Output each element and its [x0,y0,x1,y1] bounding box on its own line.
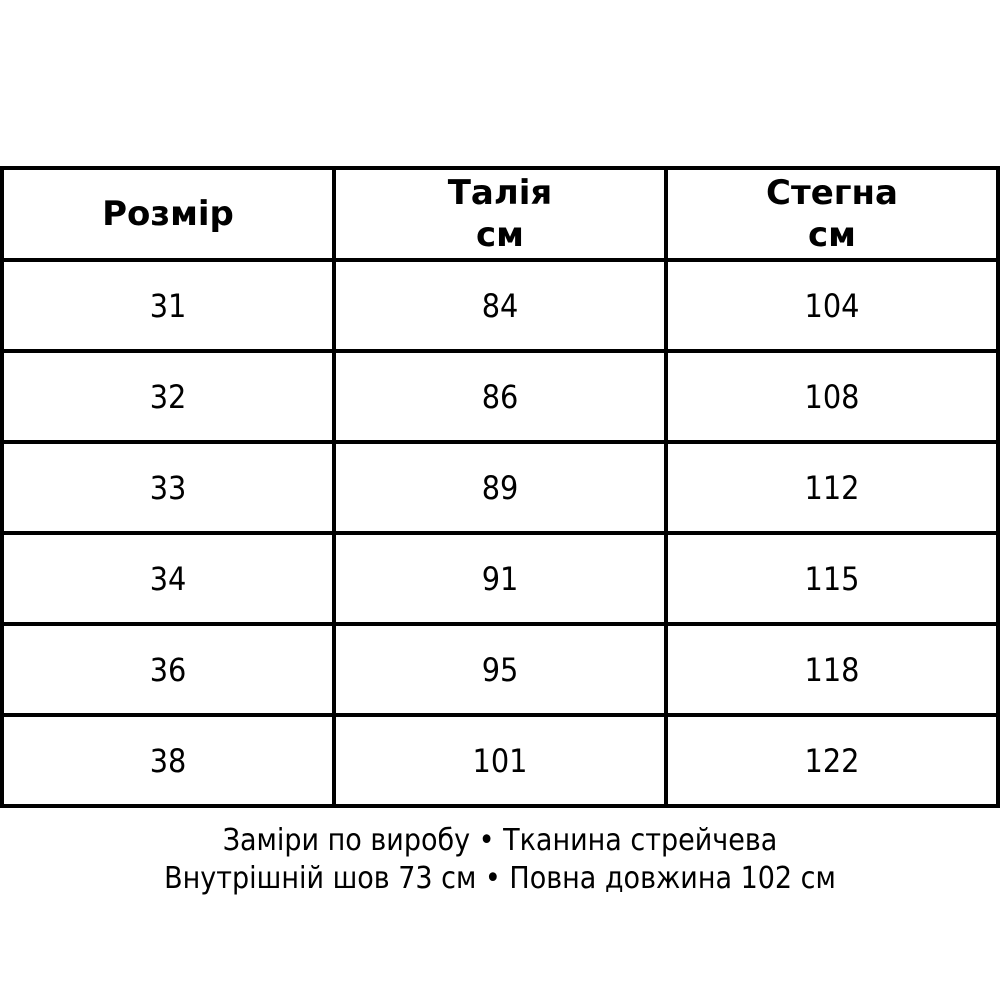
table-row [2,624,998,715]
cell-waist: 86 [334,351,666,442]
cell-size: 32 [2,351,334,442]
cell-hips: 122 [666,715,998,806]
table-row [2,351,998,442]
header-hips-label: Стегна [766,172,898,213]
header-cell-hips [666,168,998,260]
header-waist-label: Талія [447,172,553,213]
table-row [2,715,998,806]
cell-hips: 112 [666,442,998,533]
cell-hips: 115 [666,533,998,624]
cell-waist: 89 [334,442,666,533]
header-cell-waist [334,168,666,260]
cell-hips: 108 [666,351,998,442]
size-table [0,166,1000,808]
cell-waist: 84 [334,260,666,351]
table-row [2,533,998,624]
cell-waist: 101 [334,715,666,806]
footer-line-1: Заміри по виробу • Тканина стрейчева [222,823,778,858]
cell-size: 34 [2,533,334,624]
header-hips-unit: см [808,215,856,255]
table-row [2,260,998,351]
footer-line-2: Внутрішній шов 73 см • Повна довжина 102 см [164,861,836,896]
cell-size: 31 [2,260,334,351]
header-size-label: Розмір [102,193,234,234]
cell-hips: 104 [666,260,998,351]
footer-notes [0,822,1000,898]
header-waist-unit: см [476,215,524,255]
cell-size: 33 [2,442,334,533]
cell-size: 36 [2,624,334,715]
cell-size: 38 [2,715,334,806]
header-cell-size [2,168,334,260]
cell-waist: 91 [334,533,666,624]
cell-hips: 118 [666,624,998,715]
cell-waist: 95 [334,624,666,715]
table-header-row [2,168,998,260]
table-row [2,442,998,533]
